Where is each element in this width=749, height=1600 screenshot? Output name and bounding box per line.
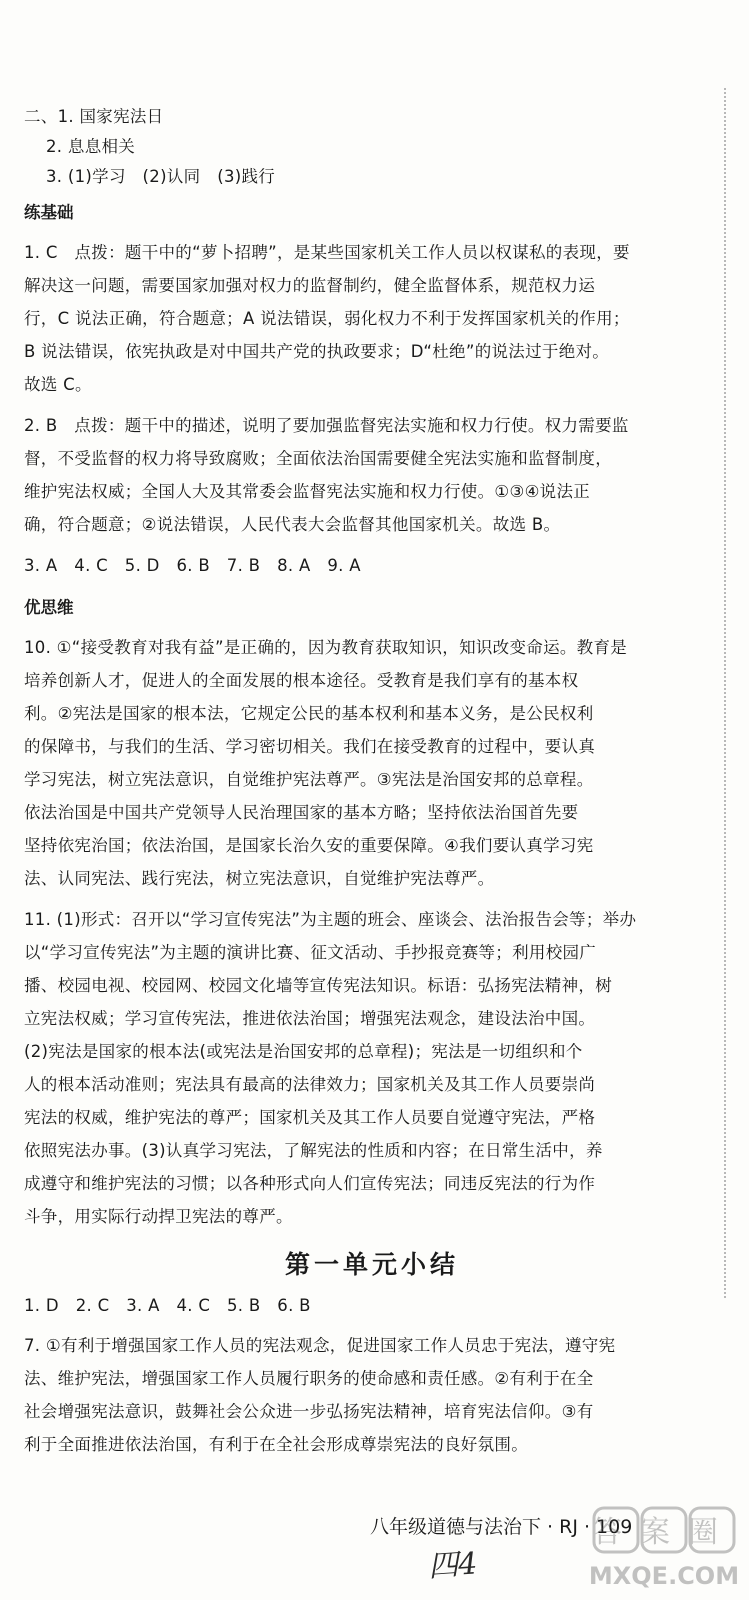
watermark-url: MXQE.COM [588, 1562, 740, 1590]
unit-answers-1-6: 1. D 2. C 3. A 4. C 5. B 6. B [24, 1296, 311, 1315]
answers-3-9: 3. A 4. C 5. D 6. B 7. B 8. A 9. A [24, 556, 361, 575]
q10-line: 法、认同宪法、践行宪法，树立宪法意识，自觉维护宪法尊严。 [24, 869, 495, 888]
section-two [24, 102, 720, 192]
watermark-logo [580, 1500, 748, 1596]
q11-line: (2)宪法是国家的根本法(或宪法是治国安邦的总章程)；宪法是一切组织和个 [24, 1042, 583, 1061]
q1-line: 1. C 点拨：题干中的“萝卜招聘”，是某些国家机关工作人员以权谋私的表现，要 [24, 243, 630, 262]
question-2 [24, 409, 720, 541]
question-11 [24, 903, 720, 1233]
q2-line: 2. B 点拨：题干中的描述，说明了要加强监督宪法实施和权力行使。权力需要监 [24, 416, 629, 435]
q1-line: 故选 C。 [24, 375, 92, 394]
q10-line: 学习宪法，树立宪法意识，自觉维护宪法尊严。③宪法是治国安邦的总章程。 [24, 770, 594, 789]
question-1 [24, 236, 720, 401]
question-10 [24, 631, 720, 895]
handwritten-mark: 四4 [427, 1546, 479, 1585]
page-content [24, 102, 720, 1461]
section2-line1: 二、1. 国家宪法日 [24, 107, 164, 126]
page-footer: 八年级道德与法治下 · RJ · 109 [370, 1516, 633, 1538]
q1-line: B 说法错误，依宪执政是对中国共产党的执政要求；D“杜绝”的说法过于绝对。 [24, 342, 610, 361]
q10-line: 坚持依宪治国；依法治国，是国家长治久安的重要保障。④我们要认真学习宪 [24, 836, 594, 855]
q11-line: 依照宪法办事。(3)认真学习宪法，了解宪法的性质和内容；在日常生活中，养 [24, 1141, 603, 1160]
q1-line: 行，C 说法正确，符合题意；A 说法错误，弱化权力不利于发挥国家机关的作用； [24, 309, 630, 328]
q10-line: 依法治国是中国共产党领导人民治理国家的基本方略；坚持依法治国首先要 [24, 803, 579, 822]
unit-summary-title: 第一单元小结 [284, 1250, 459, 1279]
q7-line: 社会增强宪法意识，鼓舞社会公众进一步弘扬宪法精神，培育宪法信仰。③有 [24, 1402, 594, 1421]
q1-line: 解决这一问题，需要国家加强对权力的监督制约，健全监督体系，规范权力运 [24, 276, 596, 295]
unit-question-7 [24, 1329, 720, 1461]
q10-line: 利。②宪法是国家的根本法，它规定公民的基本权利和基本义务，是公民权利 [24, 704, 594, 723]
q2-line: 督，不受监督的权力将导致腐败；全面依法治国需要健全宪法实施和监督制度， [24, 449, 612, 468]
q10-line: 的保障书，与我们的生活、学习密切相关。我们在接受教育的过程中，要认真 [24, 737, 596, 756]
section2-line2: 2. 息息相关 [46, 137, 136, 156]
q11-line: 播、校园电视、校园网、校园文化墙等宣传宪法知识。标语：弘扬宪法精神，树 [24, 976, 612, 995]
q11-line: 以“学习宣传宪法”为主题的演讲比赛、征文活动、手抄报竞赛等；利用校园广 [24, 943, 597, 962]
q11-line: 11. (1)形式：召开以“学习宣传宪法”为主题的班会、座谈会、法治报告会等；举办 [24, 910, 637, 929]
q11-line: 斗争，用实际行动捍卫宪法的尊严。 [24, 1207, 293, 1226]
q2-line: 确，符合题意；②说法错误，人民代表大会监督其他国家机关。故选 B。 [24, 515, 561, 534]
q11-line: 宪法的权威，维护宪法的尊严；国家机关及其工作人员要自觉遵守宪法，严格 [24, 1108, 596, 1127]
q10-line: 培养创新人才，促进人的全面发展的根本途径。受教育是我们享有的基本权 [24, 671, 579, 690]
dotted-margin-line [724, 88, 726, 1298]
q7-line: 7. ①有利于增强国家工作人员的宪法观念，促进国家工作人员忠于宪法，遵守宪 [24, 1336, 616, 1355]
watermark-chars: 答案圈 [592, 1515, 736, 1550]
q10-line: 10. ①“接受教育对我有益”是正确的，因为教育获取知识，知识改变命运。教育是 [24, 638, 628, 657]
q7-line: 法、维护宪法，增强国家工作人员履行职务的使命感和责任感。②有利于在全 [24, 1369, 594, 1388]
q11-line: 人的根本活动准则；宪法具有最高的法律效力；国家机关及其工作人员要崇尚 [24, 1075, 596, 1094]
q11-line: 成遵守和维护宪法的习惯；以各种形式向人们宣传宪法；同违反宪法的行为作 [24, 1174, 596, 1193]
q2-line: 维护宪法权威；全国人大及其常委会监督宪法实施和权力行使。①③④说法正 [24, 482, 591, 501]
basics-heading: 练基础 [24, 203, 74, 222]
thinking-heading: 优思维 [24, 598, 74, 617]
q7-line: 利于全面推进依法治国，有利于在全社会形成尊崇宪法的良好氛围。 [24, 1435, 528, 1454]
q11-line: 立宪法权威；学习宣传宪法，推进依法治国；增强宪法观念，建设法治中国。 [24, 1009, 596, 1028]
section2-line3: 3. (1)学习 (2)认同 (3)践行 [46, 167, 276, 186]
